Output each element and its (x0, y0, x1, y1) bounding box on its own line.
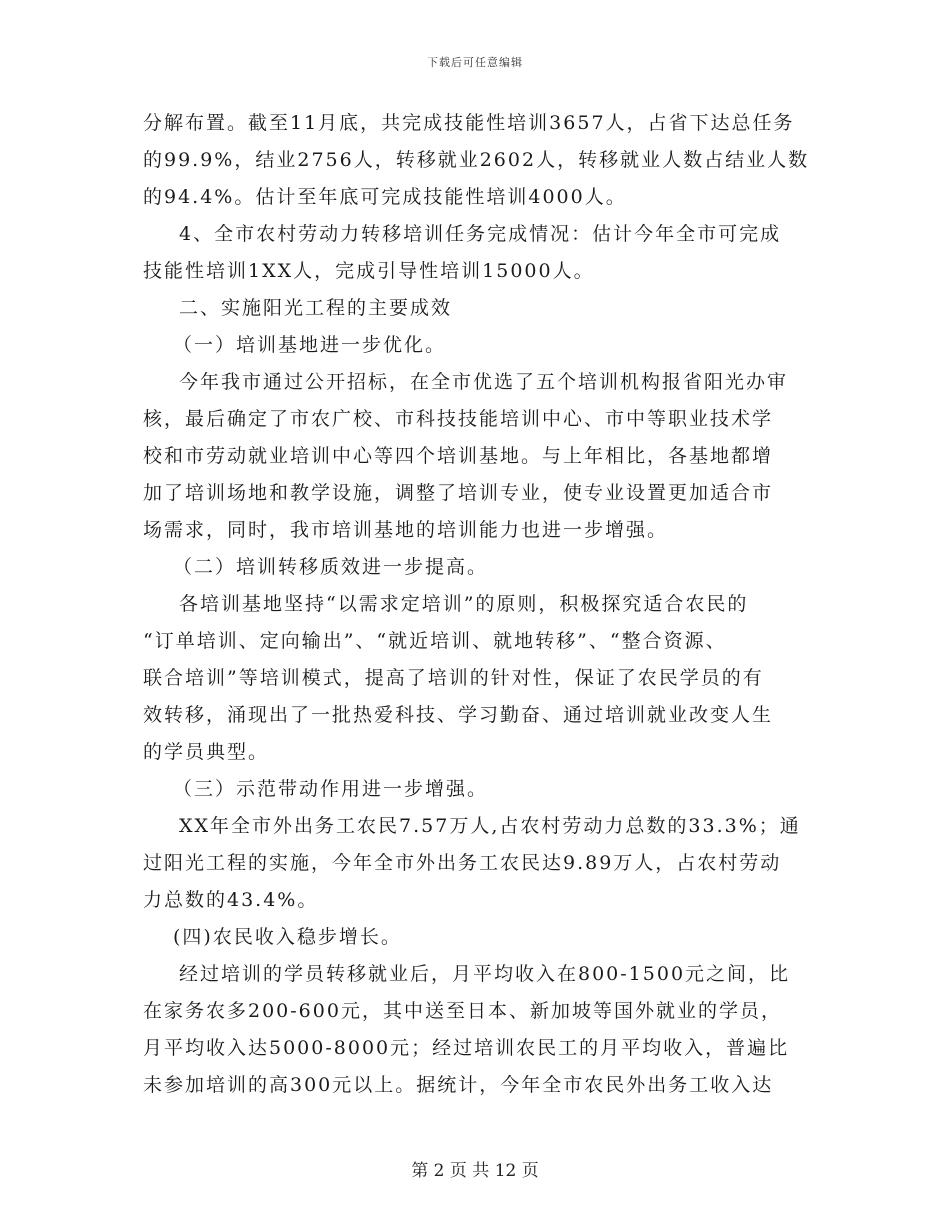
page-footer (0, 1156, 950, 1181)
body-line: 技能性培训1XX人，完成引导性培训15000人。 (143, 260, 595, 282)
body-line: 力总数的43.4%。 (143, 889, 319, 911)
body-line: 月平均收入达5000-8000元；经过培训农民工的月平均收入，普遍比 (143, 1037, 790, 1059)
body-line: 效转移，涌现出了一批热爱科技、学习勤奋、通过培训就业改变人生 (143, 704, 774, 726)
page-number-label: 第 2 页 共 12 页 (411, 1161, 539, 1181)
body-line: 联合培训”等培训模式，提高了培训的针对性，保证了农民学员的有 (143, 667, 764, 689)
subsection-heading: （三）示范带动作用进一步增强。 (173, 778, 489, 800)
subsection-heading: （一）培训基地进一步优化。 (173, 334, 447, 356)
body-line: 的94.4%。估计至年底可完成技能性培训4000人。 (143, 186, 627, 208)
body-line: 今年我市通过公开招标，在全市优选了五个培训机构报省阳光办审 (179, 371, 789, 393)
section-heading: 二、实施阳光工程的主要成效 (179, 297, 453, 319)
body-line: 过阳光工程的实施，今年全市外出务工农民达9.89万人，占农村劳动 (143, 852, 782, 874)
body-line: 经过培训的学员转移就业后，月平均收入在800-1500元之间，比 (179, 963, 791, 985)
body-line: 加了培训场地和教学设施，调整了培训专业，使专业设置更加适合市 (143, 482, 774, 504)
body-line: XX年全市外出务工农民7.57万人,占农村劳动力总数的33.3%；通 (179, 815, 801, 837)
body-line: 场需求，同时，我市培训基地的培训能力也进一步增强。 (143, 519, 669, 541)
body-line: “订单培训、定向输出”、“就近培训、就地转移”、“整合资源、 (143, 630, 727, 652)
body-line: 的学员典型。 (143, 741, 270, 763)
body-line: 4、全市农村劳动力转移培训任务完成情况：估计今年全市可完成 (179, 223, 782, 245)
body-line: 未参加培训的高300元以上。据统计，今年全市农民外出务工收入达 (143, 1074, 774, 1096)
page-header: 下载后可任意编辑 (427, 56, 523, 69)
body-line: 核，最后确定了市农广校、市科技技能培训中心、市中等职业技术学 (143, 408, 774, 430)
body-line: 校和市劳动就业培训中心等四个培训基地。与上年相比，各基地都增 (143, 445, 774, 467)
subsection-heading: (四)农民收入稳步增长。 (173, 926, 402, 948)
body-line: 在家务农多200-600元，其中送至日本、新加坡等国外就业的学员， (143, 1000, 782, 1022)
body-line: 的99.9%，结业2756人，转移就业2602人，转移就业人数占结业人数 (143, 149, 810, 171)
body-line: 各培训基地坚持“以需求定培训”的原则，积极探究适合农民的 (179, 593, 749, 615)
document-body (143, 105, 810, 1104)
body-line: 分解布置。截至11月底，共完成技能性培训3657人，占省下达总任务 (143, 112, 795, 134)
subsection-heading: （二）培训转移质效进一步提高。 (173, 556, 489, 578)
